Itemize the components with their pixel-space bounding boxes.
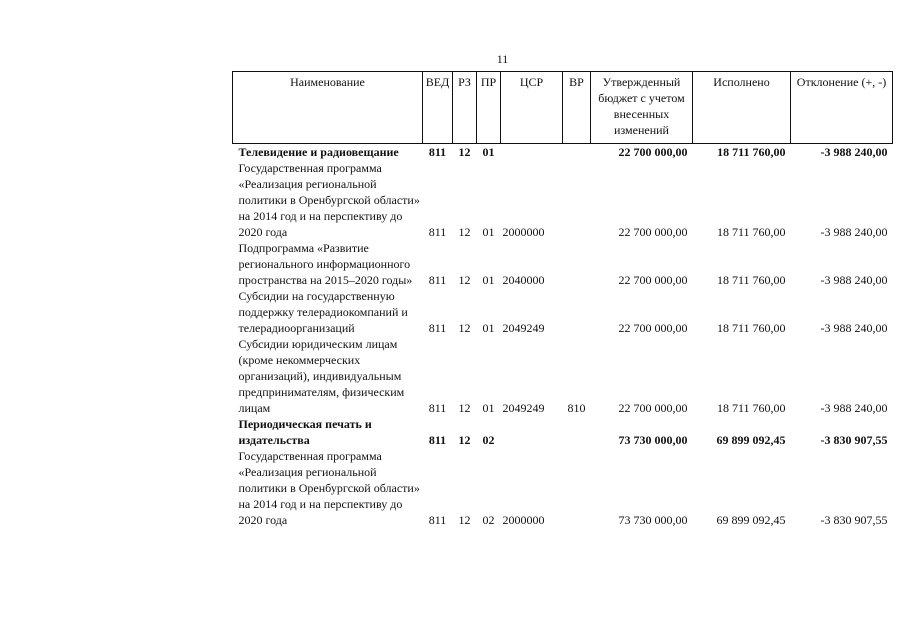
- row-executed: 18 711 760,00: [716, 401, 786, 415]
- row-ved: 811: [428, 145, 447, 159]
- row-rz: 12: [458, 401, 471, 415]
- table-row: [233, 160, 893, 240]
- row-executed: 69 899 092,45: [716, 433, 786, 447]
- row-deviation: -3 988 240,00: [820, 225, 888, 239]
- row-csr: 2040000: [502, 273, 545, 287]
- page-number: 11: [496, 52, 509, 66]
- row-name: Субсидии юридическим лицам (кроме некоммерческих организаций), индивидуальным предпринимателям, физическим лицам: [238, 337, 405, 415]
- row-vr: [563, 144, 591, 161]
- col-header-rz: РЗ: [453, 72, 477, 144]
- row-deviation: -3 988 240,00: [820, 145, 888, 159]
- row-budget: 22 700 000,00: [618, 225, 688, 239]
- row-csr: 2049249: [502, 321, 545, 335]
- row-ved: 811: [428, 513, 447, 527]
- row-pr: 01: [482, 225, 495, 239]
- row-ved: 811: [428, 225, 447, 239]
- table-row: [233, 416, 893, 448]
- row-executed: 18 711 760,00: [716, 225, 786, 239]
- row-ved: 811: [428, 401, 447, 415]
- table-row: [233, 240, 893, 288]
- row-rz: 12: [458, 321, 471, 335]
- row-deviation: -3 988 240,00: [820, 321, 888, 335]
- row-name: Подпрограмма «Развитие регионального информационного пространства на 2015–2020 годы»: [238, 241, 413, 287]
- col-header-executed: Исполнено: [693, 72, 791, 144]
- row-name: Телевидение и радиовещание: [238, 145, 399, 159]
- row-budget: 22 700 000,00: [618, 321, 688, 335]
- table-row: [233, 288, 893, 336]
- row-vr: [563, 288, 591, 336]
- table-row: [233, 144, 893, 161]
- row-budget: 73 730 000,00: [618, 433, 688, 447]
- row-rz: 12: [458, 433, 471, 447]
- row-csr: 2000000: [502, 225, 545, 239]
- row-budget: 73 730 000,00: [618, 513, 688, 527]
- row-ved: 811: [428, 433, 447, 447]
- row-executed: 69 899 092,45: [716, 513, 786, 527]
- row-vr: [563, 160, 591, 240]
- col-header-budget: Утвержденный бюджет с учетом внесенных изменений: [591, 72, 693, 144]
- row-vr: [563, 448, 591, 528]
- row-name: Субсидии на государственную поддержку телерадиокомпаний и телерадиоорганизаций: [238, 289, 408, 335]
- row-csr: [501, 144, 563, 161]
- row-pr: 02: [482, 433, 495, 447]
- col-header-csr: ЦСР: [501, 72, 563, 144]
- row-ved: 811: [428, 321, 447, 335]
- row-pr: 01: [482, 145, 495, 159]
- col-header-name: Наименование: [233, 72, 423, 144]
- row-deviation: -3 830 907,55: [820, 433, 888, 447]
- row-csr: [501, 416, 563, 448]
- row-vr: [563, 240, 591, 288]
- row-pr: 01: [482, 401, 495, 415]
- row-csr: 2049249: [502, 401, 545, 415]
- row-budget: 22 700 000,00: [618, 273, 688, 287]
- row-executed: 18 711 760,00: [717, 145, 786, 159]
- row-rz: 12: [458, 145, 471, 159]
- row-rz: 12: [458, 225, 471, 239]
- header-row: [233, 72, 893, 144]
- row-csr: 2000000: [502, 513, 545, 527]
- budget-table: [232, 71, 893, 528]
- row-name: Государственная программа «Реализация региональной политики в Оренбургской области» на 2014 год и на перспективу до 2020 года: [238, 449, 420, 527]
- col-header-ved: ВЕД: [423, 72, 453, 144]
- row-budget: 22 700 000,00: [618, 401, 688, 415]
- row-name: Государственная программа «Реализация региональной политики в Оренбургской области» на 2014 год и на перспективу до 2020 года: [238, 161, 420, 239]
- row-deviation: -3 830 907,55: [820, 513, 888, 527]
- row-name: Периодическая печать и издательства: [238, 417, 372, 447]
- table-row: [233, 336, 893, 416]
- col-header-vr: ВР: [563, 72, 591, 144]
- row-deviation: -3 988 240,00: [820, 273, 888, 287]
- col-header-deviation: Отклонение (+, -): [791, 72, 893, 144]
- table-row: [233, 448, 893, 528]
- row-executed: 18 711 760,00: [716, 321, 786, 335]
- row-deviation: -3 988 240,00: [820, 401, 888, 415]
- row-pr: 02: [482, 513, 495, 527]
- row-vr: [563, 416, 591, 448]
- row-pr: 01: [482, 273, 495, 287]
- row-ved: 811: [428, 273, 447, 287]
- row-budget: 22 700 000,00: [618, 145, 688, 159]
- row-rz: 12: [458, 513, 471, 527]
- row-executed: 18 711 760,00: [716, 273, 786, 287]
- col-header-pr: ПР: [477, 72, 501, 144]
- row-vr: 810: [567, 401, 586, 415]
- row-rz: 12: [458, 273, 471, 287]
- row-pr: 01: [482, 321, 495, 335]
